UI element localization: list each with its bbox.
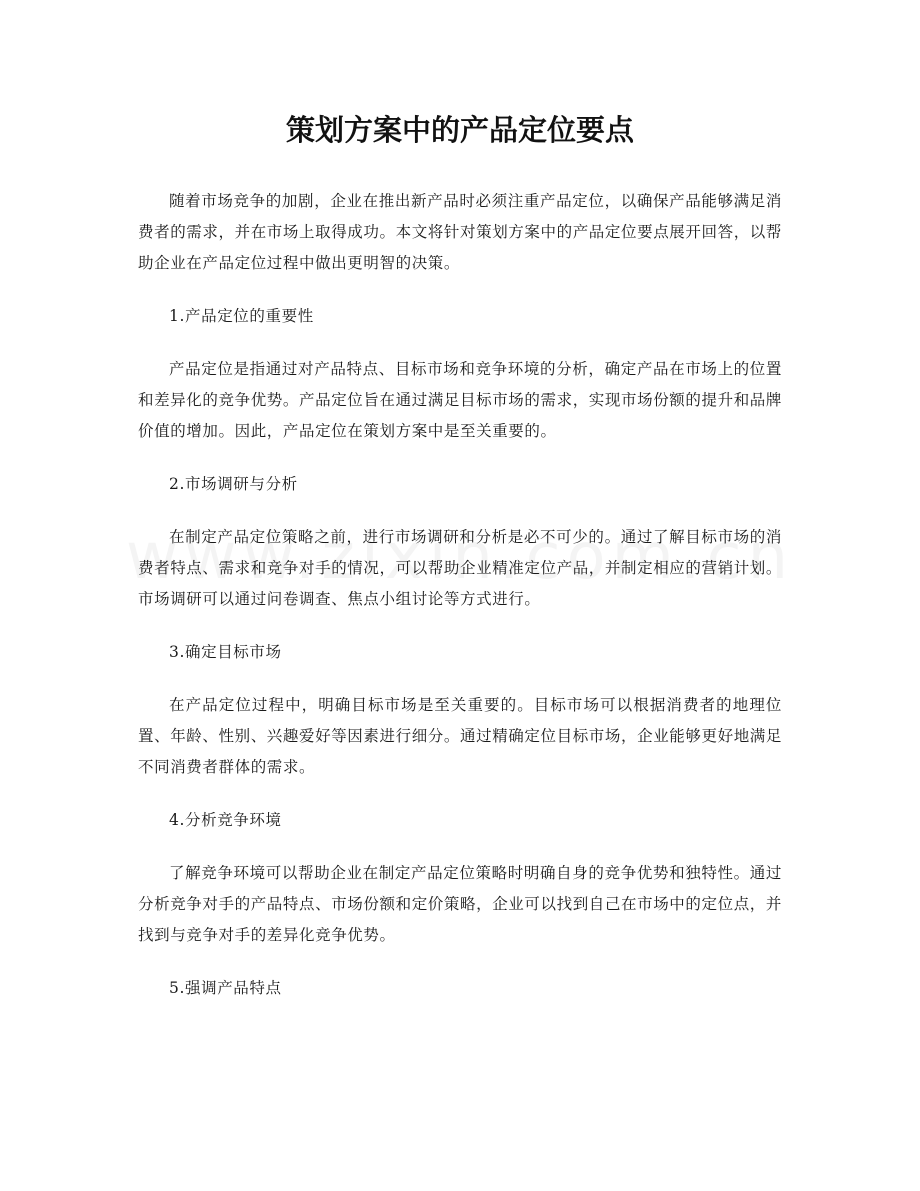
section-paragraph-1: 产品定位是指通过对产品特点、目标市场和竞争环境的分析，确定产品在市场上的位置和差异化的竞争优势。产品定位旨在通过满足目标市场的需求，实现市场份额的提升和品牌价值的增加。因此，产品定位在策划方案中是至关重要的。 [138, 360, 783, 440]
section-heading-5: 5.强调产品特点 [169, 979, 282, 997]
section-heading-3: 3.确定目标市场 [169, 643, 282, 661]
section-paragraph-2: 在制定产品定位策略之前，进行市场调研和分析是必不可少的。通过了解目标市场的消费者特点、需求和竞争对手的情况，可以帮助企业精准定位产品，并制定相应的营销计划。市场调研可以通过问卷调查、焦点小组讨论等方式进行。 [138, 528, 783, 608]
section-heading-4: 4.分析竞争环境 [169, 811, 282, 829]
section-paragraph-4: 了解竞争环境可以帮助企业在制定产品定位策略时明确自身的竞争优势和独特性。通过分析竞争对手的产品特点、市场份额和定价策略，企业可以找到自己在市场中的定位点，并找到与竞争对手的差异化竞争优势。 [138, 864, 783, 944]
page-title: 策划方案中的产品定位要点 [285, 113, 634, 147]
section-heading-2: 2.市场调研与分析 [169, 475, 298, 493]
document-body [138, 186, 782, 1026]
section-paragraph-3: 在产品定位过程中，明确目标市场是至关重要的。目标市场可以根据消费者的地理位置、年龄、性别、兴趣爱好等因素进行细分。通过精确定位目标市场，企业能够更好地满足不同消费者群体的需求。 [138, 696, 783, 776]
section-heading-1: 1.产品定位的重要性 [169, 307, 314, 325]
intro-paragraph: 随着市场竞争的加剧，企业在推出新产品时必须注重产品定位，以确保产品能够满足消费者的需求，并在市场上取得成功。本文将针对策划方案中的产品定位要点展开回答，以帮助企业在产品定位过程中做出更明智的决策。 [138, 192, 783, 272]
